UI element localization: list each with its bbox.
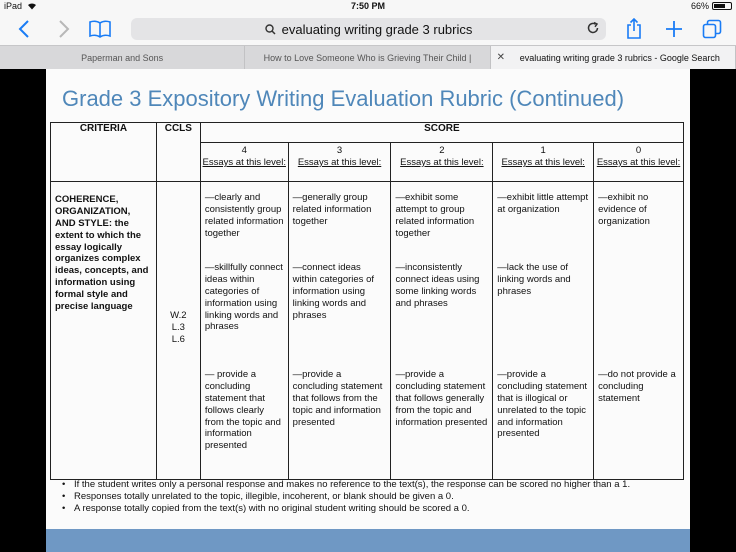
level-text: Essays at this level:	[202, 156, 286, 168]
descriptor: —exhibit little attempt at organization	[497, 192, 589, 215]
descriptor: —exhibit no evidence of organization	[598, 192, 650, 227]
note-item: • Responses totally unrelated to the topic, illegible, incoherent, or blank should be given a 0.	[60, 491, 680, 503]
level-text: Essays at this level:	[501, 156, 585, 168]
tab-label: Paperman and Sons	[81, 52, 164, 63]
slide-title: Grade 3 Expository Writing Evaluation Rubric (Continued)	[62, 86, 625, 111]
level-header	[594, 143, 684, 182]
plus-icon	[665, 20, 683, 38]
level-header	[493, 143, 594, 182]
note-item: • A response totally copied from the text(s) with no original student writing should be scored a 0.	[60, 503, 680, 515]
tab-label: evaluating writing grade 3 rubrics - Google Search	[519, 52, 720, 63]
battery-percent: 66%	[690, 1, 709, 11]
tab-label: How to Love Someone Who is Grieving Their Child |	[263, 52, 472, 63]
ccls-standard: L.6	[171, 333, 185, 345]
note-item: • If the student writes only a personal response and makes no reference to the text(s), the response can be scored no higher than a 1.	[60, 479, 680, 491]
search-icon	[265, 24, 276, 35]
level-text: Essays at this level:	[596, 156, 681, 168]
book-icon	[89, 20, 111, 38]
descriptor: —do not provide a concluding statement	[598, 369, 676, 404]
share-icon	[626, 18, 642, 40]
reload-icon[interactable]	[586, 21, 600, 35]
level-header	[391, 143, 493, 182]
descriptor: —exhibit some attempt to group related information together	[395, 192, 475, 239]
address-bar[interactable]	[131, 18, 606, 40]
descriptor: — provide a concluding statement that follows clearly from the topic and information presented	[204, 369, 281, 452]
descriptor: —inconsistently connect ideas using some linking words and phrases	[395, 262, 480, 309]
battery-icon	[712, 2, 732, 10]
descriptor: —skillfully connect ideas within categories of information using linking words and phrases	[204, 262, 283, 333]
back-button[interactable]	[12, 17, 36, 41]
criteria-header: CRITERIA	[51, 123, 157, 182]
score-1-cell	[493, 182, 594, 480]
status-right	[691, 1, 732, 11]
tabs-overview-button[interactable]	[700, 17, 724, 41]
forward-button[interactable]	[52, 17, 76, 41]
chevron-right-icon	[58, 20, 70, 38]
rubric-notes	[60, 479, 680, 515]
descriptor	[598, 262, 679, 358]
tab-bar	[0, 45, 736, 69]
status-time: 7:50 PM	[350, 1, 385, 11]
close-tab-icon[interactable]: ✕	[496, 52, 506, 63]
ccls-header: CCLS	[156, 123, 200, 182]
tab-rubrics-search[interactable]	[491, 46, 736, 69]
bookmarks-button[interactable]	[88, 17, 112, 41]
descriptor: —generally group related information together	[292, 192, 372, 227]
criteria-cell: COHERENCE, ORGANIZATION, AND STYLE: the extent to which the essay logically organizes complex ideas, concepts, and information using formal style and precise language	[51, 182, 157, 480]
tabs-icon	[702, 19, 722, 39]
slide-footer-band	[46, 529, 690, 552]
share-button[interactable]	[622, 17, 646, 41]
page-content	[0, 69, 736, 552]
level-text: Essays at this level:	[400, 156, 484, 168]
level-number: 2	[439, 145, 445, 156]
device-name: iPad	[4, 1, 23, 11]
ccls-standard: W.2	[170, 310, 187, 321]
level-number: 4	[241, 145, 247, 156]
score-2-cell	[391, 182, 493, 480]
level-header	[200, 143, 288, 182]
address-text: evaluating writing grade 3 rubrics	[281, 21, 473, 37]
descriptor: —connect ideas within categories of information using linking words and phrases	[292, 262, 374, 321]
level-header	[288, 143, 391, 182]
tab-paperman[interactable]	[0, 46, 245, 69]
level-number: 3	[336, 145, 343, 156]
level-text: Essays at this level:	[297, 156, 382, 168]
rubric-slide	[46, 69, 690, 552]
rubric-table	[50, 122, 684, 480]
score-0-cell	[594, 182, 684, 480]
descriptor: —provide a concluding statement that is illogical or unrelated to the topic and information presented	[497, 369, 588, 440]
browser-toolbar	[0, 14, 736, 45]
descriptor: —provide a concluding statement that follows generally from the topic and information presented	[395, 369, 488, 428]
score-header: SCORE	[200, 123, 683, 143]
level-number: 0	[635, 145, 642, 156]
tab-grieving[interactable]	[245, 46, 490, 69]
new-tab-button[interactable]	[662, 17, 686, 41]
score-4-cell	[200, 182, 288, 480]
ccls-standard: L.3	[171, 321, 185, 333]
descriptor: —clearly and consistently group related information together	[204, 192, 284, 239]
chevron-left-icon	[18, 20, 30, 38]
descriptor: —provide a concluding statement that follows from the topic and information presented	[292, 369, 383, 428]
level-number: 1	[540, 145, 546, 156]
ccls-cell	[156, 182, 200, 480]
score-3-cell	[288, 182, 391, 480]
status-bar	[0, 0, 736, 14]
descriptor: —lack the use of linking words and phrases	[497, 262, 571, 297]
